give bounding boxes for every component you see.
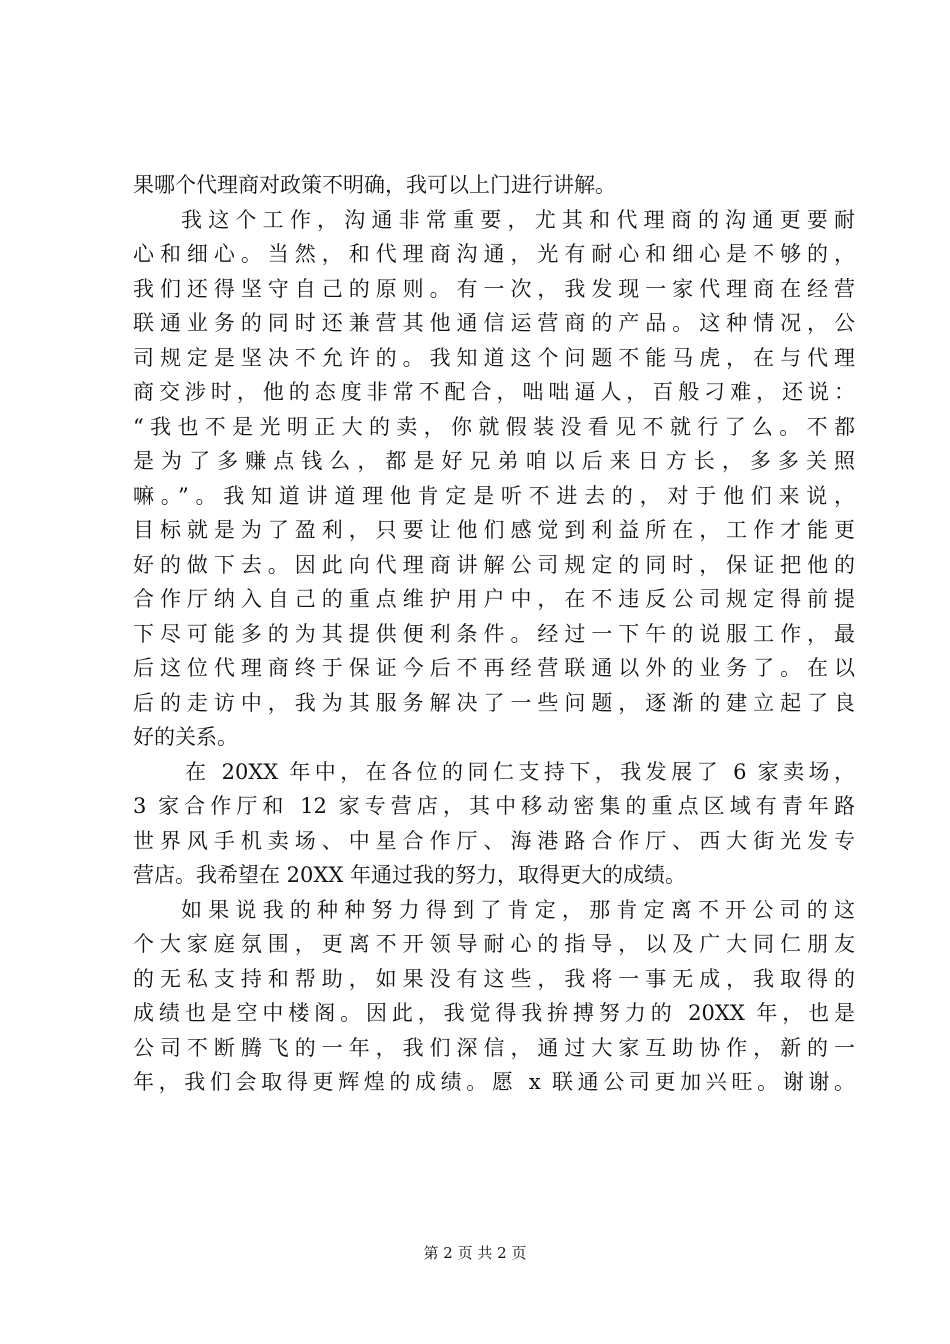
text-line: 好的做下去。因此向代理商讲解公司规定的同时，保证把他的 [133, 552, 855, 577]
body-text [133, 168, 855, 1100]
text-line: 后这位代理商终于保证今后不再经营联通以外的业务了。在以 [133, 656, 855, 680]
text-line: 3 家合作厅和 12 家专营店，其中移动密集的重点区域有青年路 [133, 794, 855, 818]
text-line: 在 20XX 年中，在各位的同仁支持下，我发展了 6 家卖场， [185, 759, 855, 784]
text-line: 心和细心。当然，和代理商沟通，光有耐心和细心是不够的， [133, 242, 855, 266]
text-line: 商交涉时，他的态度非常不配合，咄咄逼人，百般刁难，还说： [133, 380, 855, 404]
text-line: “我也不是光明正大的卖，你就假装没看见不就行了么。不都 [133, 414, 855, 439]
text-line: 成绩也是空中楼阁。因此，我觉得我拚搏努力的 20XX 年，也是 [133, 1001, 855, 1025]
text-line: 联通业务的同时还兼营其他通信运营商的产品。这种情况，公 [133, 311, 855, 335]
text-line: 是为了多赚点钱么，都是好兄弟咱以后来日方长，多多关照 [133, 449, 855, 473]
text-line: 合作厅纳入自己的重点维护用户中，在不违反公司规定得前提 [133, 587, 855, 611]
text-line: 营店。我希望在 20XX 年通过我的努力，取得更大的成绩。 [133, 863, 686, 887]
page-number-footer: 第 2 页 共 2 页 [423, 1244, 527, 1262]
text-line: 嘛。”。我知道讲道理他肯定是听不进去的，对于他们来说， [133, 483, 855, 508]
text-line: 目标就是为了盈利，只要让他们感觉到利益所在，工作才能更 [133, 518, 855, 542]
text-line: 个大家庭氛围，更离不开领导耐心的指导，以及广大同仁朋友 [133, 932, 855, 956]
text-line: 下尽可能多的为其提供便利条件。经过一下午的说服工作，最 [133, 621, 855, 646]
text-line: 我们还得坚守自己的原则。有一次，我发现一家代理商在经营 [133, 276, 855, 301]
text-line: 如果说我的种种努力得到了肯定，那肯定离不开公司的这 [181, 897, 855, 922]
text-line: 的无私支持和帮助，如果没有这些，我将一事无成，我取得的 [133, 966, 855, 991]
text-line: 世界风手机卖场、中星合作厅、海港路合作厅、西大街光发专 [133, 828, 855, 853]
text-line: 我这个工作，沟通非常重要，尤其和代理商的沟通更要耐 [181, 207, 855, 232]
text-line: 司规定是坚决不允许的。我知道这个问题不能马虎，在与代理 [133, 345, 855, 370]
text-line: 后的走访中，我为其服务解决了一些问题，逐渐的建立起了良 [133, 690, 855, 715]
text-line: 年，我们会取得更辉煌的成绩。愿 x 联通公司更加兴旺。谢谢。 [133, 1070, 855, 1094]
text-line: 公司不断腾飞的一年，我们深信，通过大家互助协作，新的一 [133, 1035, 855, 1060]
text-line: 好的关系。 [133, 725, 238, 749]
text-line: 果哪个代理商对政策不明确，我可以上门进行讲解。 [133, 173, 616, 197]
